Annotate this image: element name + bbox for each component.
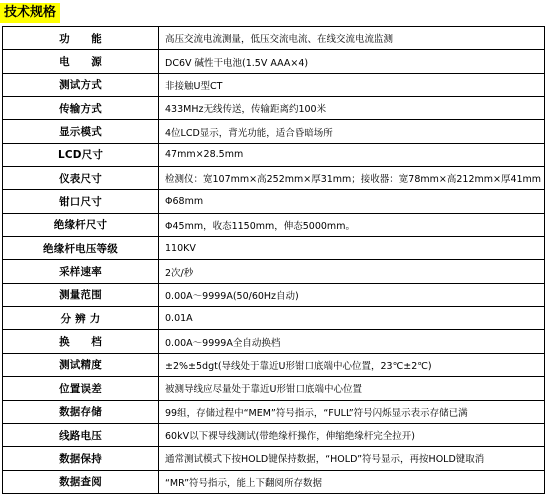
spec-value: 47mm×28.5mm [159,143,545,166]
spec-value: 60kV以下裸导线测试(带绝缘杆操作，伸缩绝缘杆完全拉开) [159,423,545,446]
spec-row [3,167,545,190]
spec-label: 采样速率 [3,260,159,283]
spec-row [3,307,545,330]
spec-label: 钳口尺寸 [3,190,159,213]
spec-row [3,260,545,283]
spec-row [3,27,545,50]
spec-label: 电 源 [3,50,159,73]
spec-value: 0.00A～9999A(50/60Hz自动) [159,283,545,306]
spec-row [3,143,545,166]
spec-value: ±2%±5dgt(导线处于靠近U形钳口底端中心位置，23℃±2℃) [159,353,545,376]
spec-value: Φ45mm，收态1150mm，伸态5000mm。 [159,213,545,236]
spec-label: 功 能 [3,27,159,50]
spec-label: 线路电压 [3,423,159,446]
spec-row [3,330,545,353]
spec-value: 99组，存储过程中“MEM”符号指示，“FULL”符号闪烁显示表示存储已满 [159,400,545,423]
spec-value: 0.01A [159,307,545,330]
spec-label: 绝缘杆尺寸 [3,213,159,236]
spec-label: 绝缘杆电压等级 [3,237,159,260]
spec-row [3,353,545,376]
spec-label: 位置误差 [3,377,159,400]
spec-row [3,400,545,423]
title-row [0,0,60,26]
spec-row [3,377,545,400]
spec-label: 数据查阅 [3,470,159,493]
spec-row [3,423,545,446]
spec-row [3,283,545,306]
spec-row [3,447,545,470]
spec-table [2,26,545,494]
spec-label: 显示模式 [3,120,159,143]
spec-value: 通常测试模式下按HOLD键保持数据，“HOLD”符号显示，再按HOLD键取消 [159,447,545,470]
spec-value: “MR”符号指示，能上下翻阅所存数据 [159,470,545,493]
spec-label: 仪表尺寸 [3,167,159,190]
spec-label: 换 档 [3,330,159,353]
spec-row [3,190,545,213]
spec-label: 测试方式 [3,73,159,96]
spec-value: 110KV [159,237,545,260]
spec-table-body [3,27,545,494]
spec-label: 测试精度 [3,353,159,376]
spec-row [3,237,545,260]
spec-row [3,470,545,493]
spec-value: 433MHz无线传送，传输距离约100米 [159,97,545,120]
spec-label: 测量范围 [3,283,159,306]
spec-value: 0.00A～9999A全自动换档 [159,330,545,353]
spec-label: LCD尺寸 [3,143,159,166]
spec-value: 非接触U型CT [159,73,545,96]
spec-row [3,50,545,73]
spec-value: 2次/秒 [159,260,545,283]
spec-row [3,213,545,236]
spec-value: DC6V 碱性干电池(1.5V AAA×4) [159,50,545,73]
spec-value: 高压交流电流测量，低压交流电流、在线交流电流监测 [159,27,545,50]
spec-row [3,97,545,120]
spec-value: 4位LCD显示，背光功能，适合昏暗场所 [159,120,545,143]
spec-value: 检测仪：宽107mm×高252mm×厚31mm；接收器：宽78mm×高212mm×厚41mm [159,167,545,190]
spec-label: 传输方式 [3,97,159,120]
spec-value: 被测导线应尽量处于靠近U形钳口底端中心位置 [159,377,545,400]
spec-row [3,120,545,143]
spec-value: Φ68mm [159,190,545,213]
spec-row [3,73,545,96]
spec-label: 数据保持 [3,447,159,470]
section-title: 技术规格 [0,3,60,23]
spec-label: 分 辨 力 [3,307,159,330]
spec-label: 数据存储 [3,400,159,423]
